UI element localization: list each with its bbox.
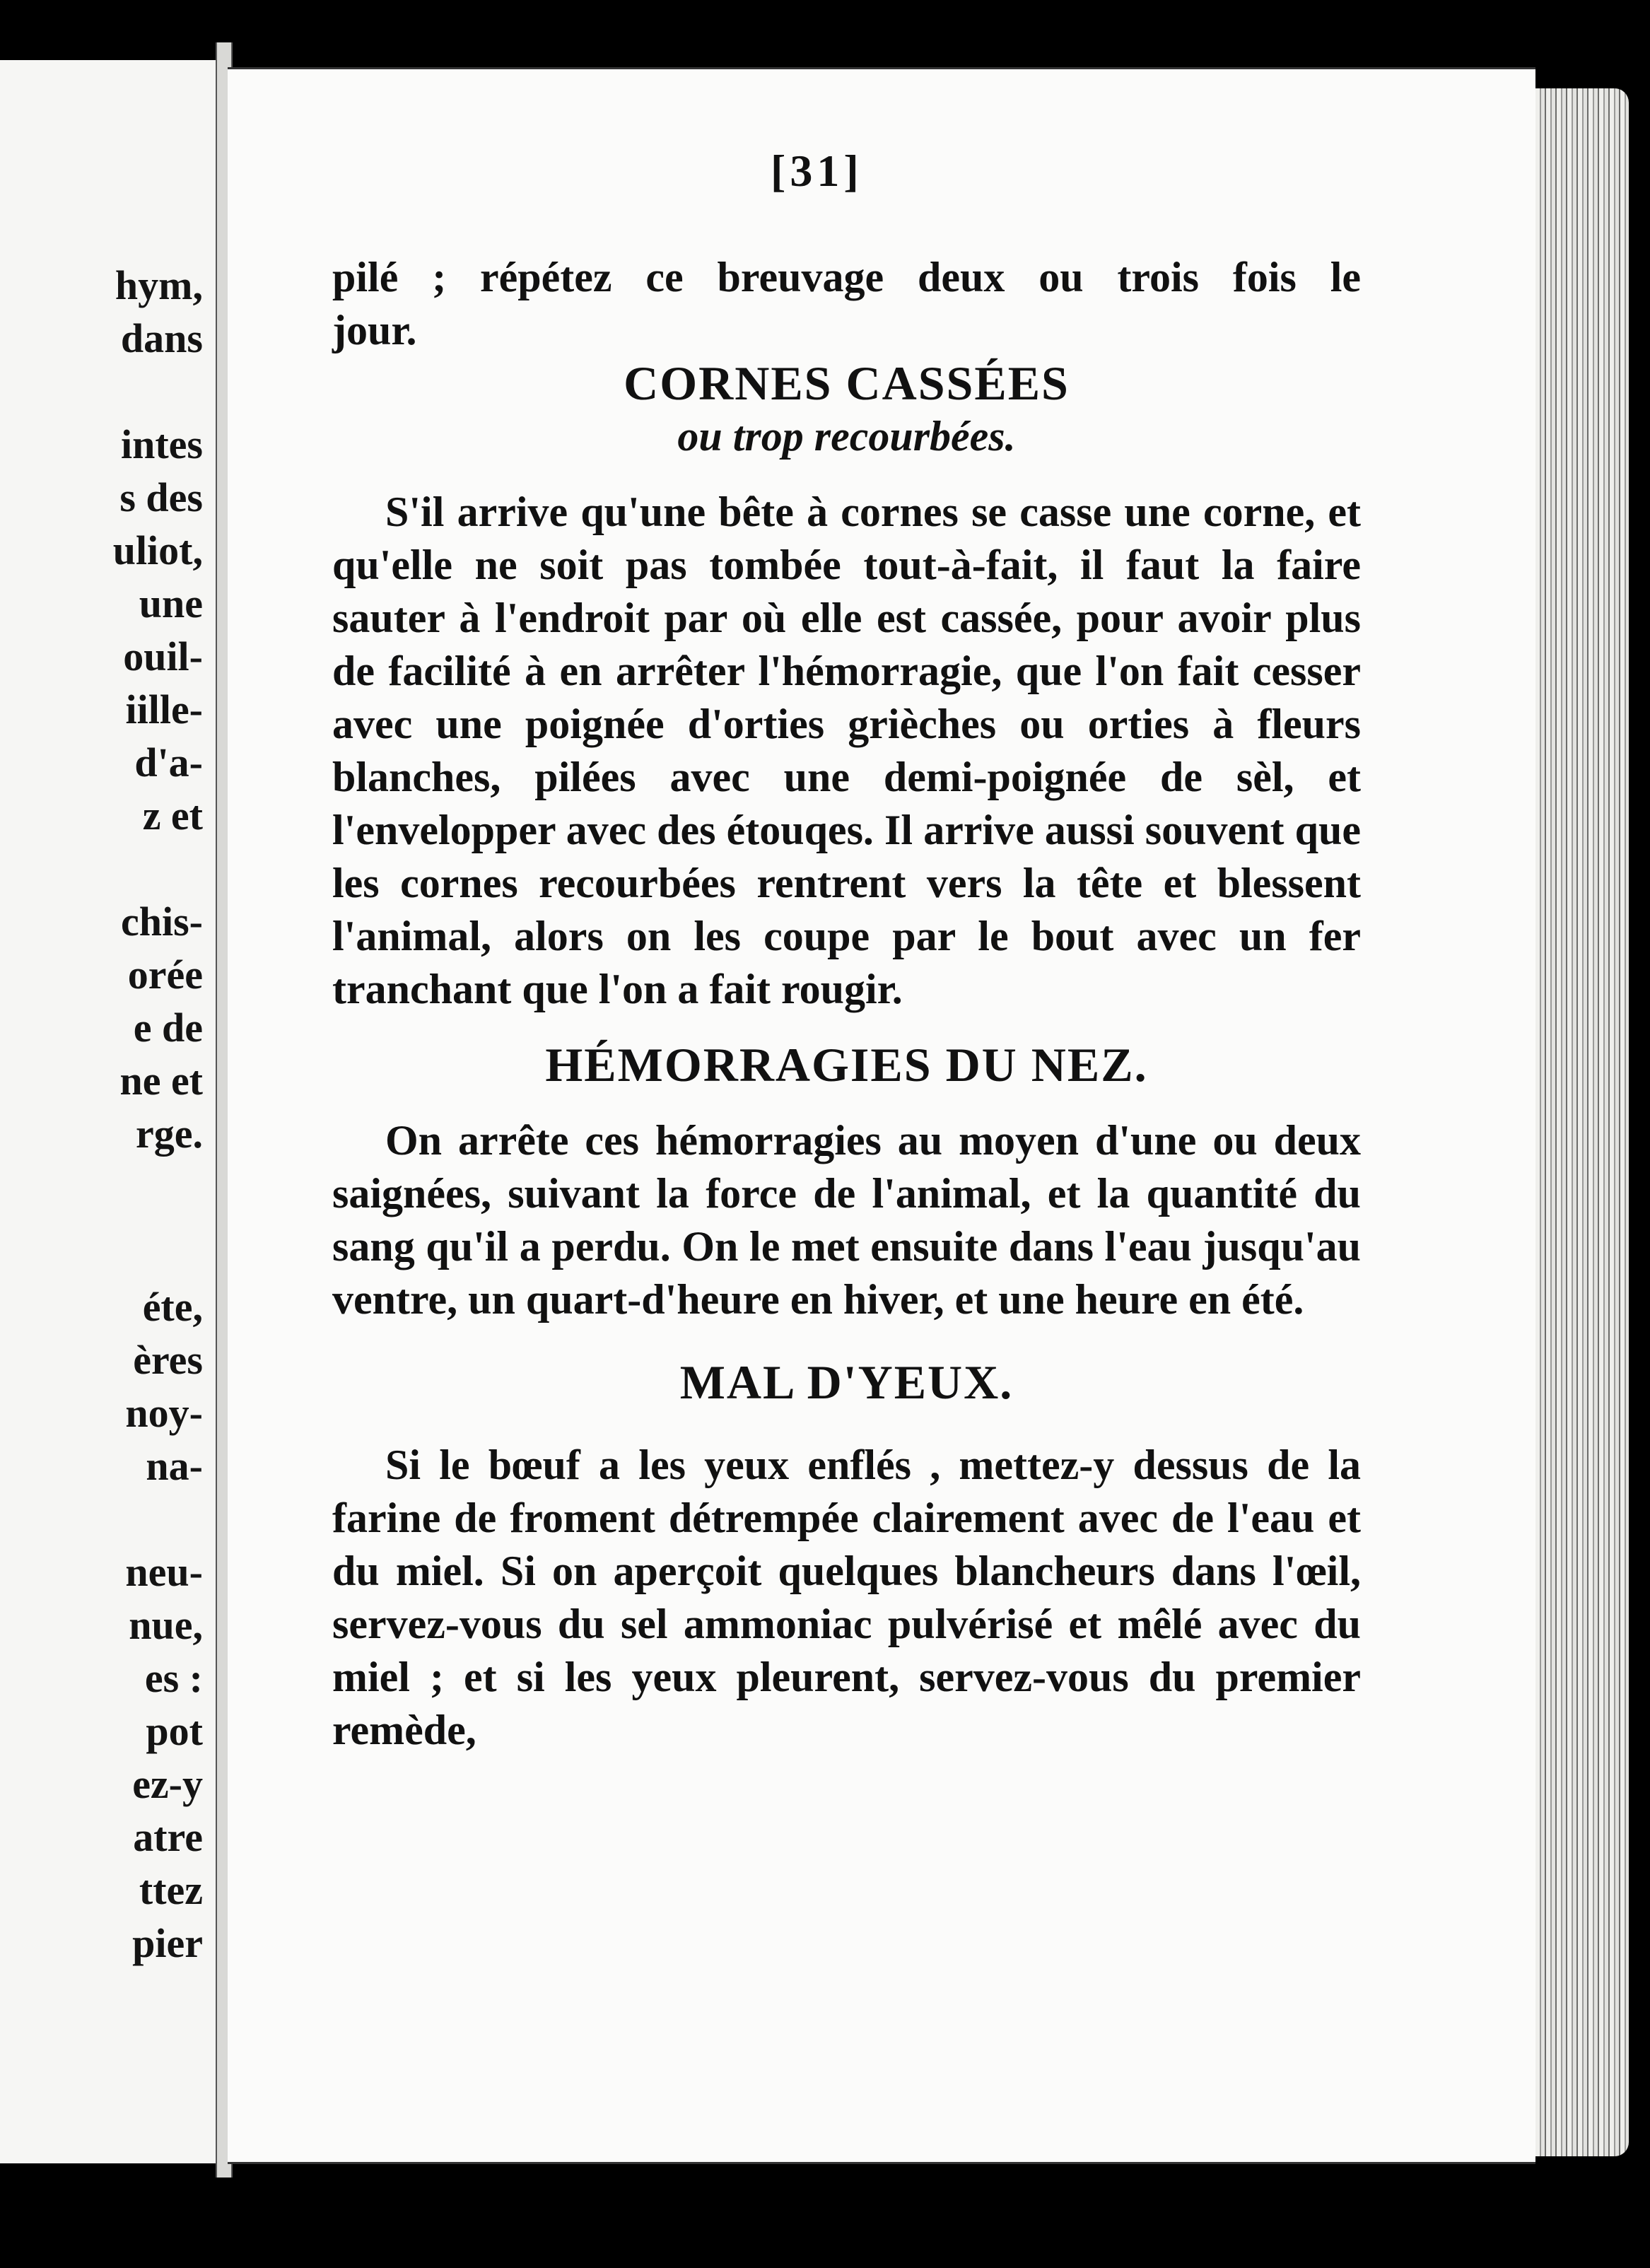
left-page-fragment: ez-y [132,1761,203,1807]
left-page-fragment: hym, [115,262,203,308]
section-subheading: ou trop recourbées. [677,413,1016,460]
page-text [332,251,1361,1757]
left-page-fragment: une [139,580,203,626]
left-page-fragment: ne et [119,1058,203,1104]
left-page-fragment: rge. [136,1111,203,1157]
left-page-fragment: es : [144,1655,203,1701]
page-edges [1535,88,1629,2156]
left-page-fragment: intes [121,421,203,467]
left-page [0,60,218,2163]
opening-line: jour. [332,307,417,353]
left-page-fragment: dans [120,315,203,361]
left-page-fragment: pot [146,1708,203,1754]
left-page-fragment: noy- [125,1390,203,1436]
left-page-fragment: neu- [125,1549,203,1595]
left-page-fragment: d'a- [134,740,203,785]
section-paragraph: On arrête ces hémorragies au moyen d'une ou deux saignées, suivant la force de l'animal, et la quantité du sang qu'il a perdu. On le met ensuite dans l'eau jusqu'au ventre, un quart-d'heure en hiver, et une heure en été. [332,1117,1361,1323]
left-page-fragment: iille- [125,686,203,732]
section-heading: HÉMORRAGIES DU NEZ. [545,1038,1148,1092]
left-page-fragment: ouil- [123,633,203,679]
left-page-fragment: atre [133,1814,203,1860]
section-heading: MAL D'YEUX. [679,1355,1014,1409]
section-heading: CORNES CASSÉES [624,356,1070,410]
left-page-fragment: éte, [142,1284,203,1330]
left-page-fragment: na- [146,1443,203,1489]
section-paragraph: S'il arrive qu'une bête à cornes se casse une corne, et qu'elle ne soit pas tombée tout-à-fait, il faut la faire sauter à l'endroit par où elle est cassée, pour avoir plus de facilité à en arrêter l'hémorragie, que l'on fait cesser avec une poignée d'orties grièches ou orties à fleurs blanches, pilées avec une demi-poignée de sèl, et l'envelopper avec des étouqes. Il arrive aussi souvent que les cornes recourbées rentrent vers la tête et blessent l'animal, alors on les coupe par le bout avec un fer tranchant que l'on a fait rougir. [332,489,1361,1012]
section-paragraph: Si le bœuf a les yeux enflés , mettez-y dessus de la farine de froment détrempée clairement avec de l'eau et du miel. Si on aperçoit quelques blancheurs dans l'œil, servez-vous du sel ammoniac pulvérisé et mêlé avec du miel ; et si les yeux pleurent, servez-vous du premier remède, [332,1442,1361,1753]
left-page-fragment: e de [133,1005,203,1051]
left-page-fragment: chis- [121,899,203,945]
left-page-fragment: z et [142,793,203,838]
page-number: [31] [771,146,863,196]
left-page-fragment: nue, [129,1602,203,1648]
left-page-fragment: s des [119,474,203,520]
left-page-fragment: pier [132,1920,203,1966]
left-page-fragment: ères [133,1337,203,1383]
opening-line: pilé ; répétez ce breuvage deux ou trois fois le [332,254,1361,300]
left-page-fragment: ttez [139,1867,203,1913]
left-page-fragment: orée [127,952,203,998]
left-page-fragment: uliot, [112,527,203,573]
